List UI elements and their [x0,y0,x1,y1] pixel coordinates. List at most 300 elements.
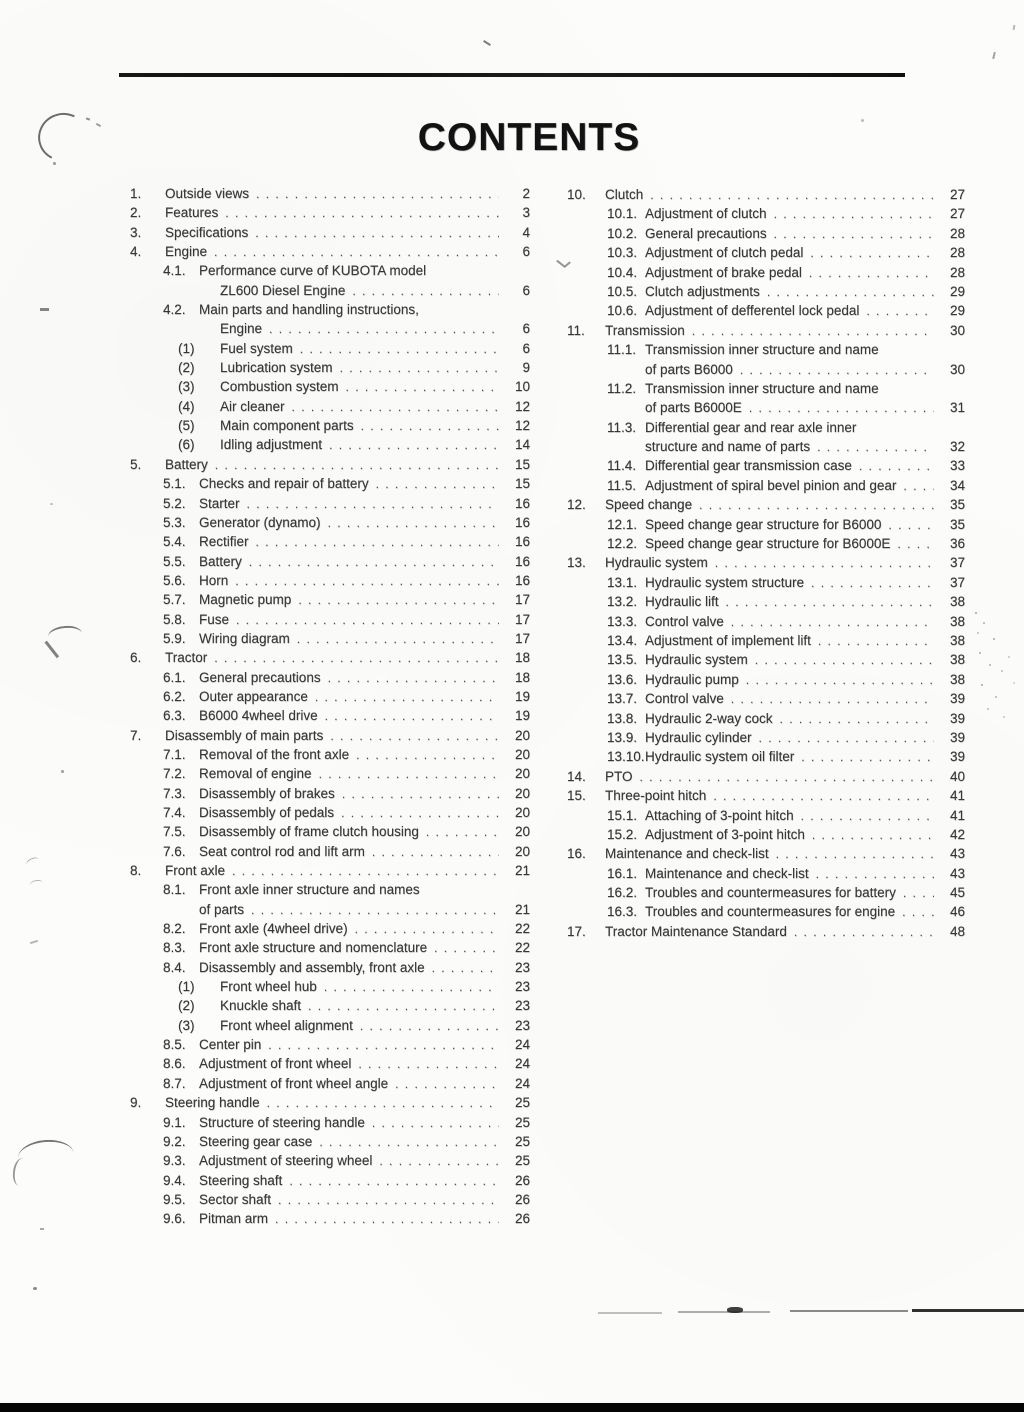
toc-entry-page: 6 [522,282,530,298]
dot-leader [755,653,934,667]
dot-leader [640,770,934,784]
toc-entry-label: Adjustment of steering wheel [199,1153,373,1169]
toc-entry-number: (6) [178,437,195,453]
dot-leader [346,380,499,394]
dot-leader [225,206,499,220]
dot-leader [432,961,499,975]
dust-speck [50,503,53,505]
dot-leader [358,1057,499,1071]
toc-entry-page: 29 [949,283,965,299]
toc-entry-number: 4. [130,244,142,260]
toc-entry-page: 33 [949,458,965,474]
toc-entry-label: Front axle (4wheel drive) [199,921,348,937]
toc-entry-page: 30 [949,322,965,338]
toc-entry-label: Fuel system [220,340,293,356]
toc-entry-label: Hydraulic 2-way cock [645,710,773,726]
toc-entry-page: 17 [514,630,530,646]
dot-leader [866,304,934,318]
toc-row [567,730,965,749]
toc-entry-label: Adjustment of clutch [645,206,767,222]
dot-leader [379,1154,499,1168]
toc-entry-label: Checks and repair of battery [199,476,369,492]
toc-entry-number: 8.3. [163,940,186,956]
toc-entry-number: 4.2. [163,302,186,318]
toc-row [567,575,965,594]
dot-leader [731,615,934,629]
toc-entry-number: 17. [567,923,586,939]
toc-row [567,614,965,633]
toc-row [125,844,530,863]
toc-row [125,940,530,959]
toc-entry-label: Hydraulic system [645,652,748,668]
toc-entry-label: Clutch [605,187,644,202]
dot-leader [749,401,934,415]
toc-entry-page: 31 [949,400,965,416]
toc-row [125,1153,530,1172]
dot-leader [903,479,934,493]
dot-leader [434,941,499,955]
dot-leader [801,809,934,823]
toc-entry-page: 6 [522,244,530,260]
dot-leader [897,537,934,551]
toc-row [125,631,530,650]
dot-leader [324,980,499,994]
toc-row [567,691,965,710]
margin-dash-mark [30,940,38,944]
dot-leader [256,535,499,549]
toc-row [567,711,965,730]
toc-entry-label: Tractor Maintenance Standard [605,923,787,939]
dot-leader [340,361,499,375]
pen-arc-mark [32,106,94,167]
toc-row [125,766,530,785]
dot-leader [794,925,934,939]
toc-entry-label: of parts B6000 [645,361,733,377]
toc-entry-label: Disassembly of frame clutch housing [199,824,419,840]
dot-leader [352,284,499,298]
margin-dash-mark [40,308,49,311]
toc-entry-number: 1. [130,186,142,201]
toc-entry-label: Clutch adjustments [645,283,760,299]
toc-entry-number: 6.3. [163,708,186,724]
dot-leader [746,673,934,687]
toc-entry-number: 6. [130,650,142,666]
toc-row [125,321,530,340]
dot-leader [319,1135,499,1149]
toc-row [125,399,530,418]
toc-row [125,650,530,669]
toc-row [125,573,530,592]
toc-entry-label: Maintenance and check-list [645,865,809,881]
dot-leader [330,729,499,743]
toc-entry-label: Transmission inner structure and name [645,342,879,358]
toc-entry-label: Sector shaft [199,1191,272,1207]
toc-entry-number: 15.1. [607,807,638,823]
toc-row [125,979,530,998]
toc-row [125,882,530,901]
toc-row [567,904,965,923]
toc-entry-page: 45 [949,885,965,901]
toc-entry-number: 8.7. [163,1075,186,1091]
toc-entry-page: 20 [514,843,530,859]
dot-leader [297,632,499,646]
toc-row [125,1115,530,1134]
toc-entry-page: 26 [514,1172,530,1188]
toc-entry-page: 16 [514,553,530,569]
toc-row [567,517,965,536]
toc-entry-page: 29 [949,303,965,319]
dot-leader [818,634,934,648]
toc-entry-label: Outside views [165,186,250,201]
toc-entry-label: Specifications [165,224,249,240]
toc-entry-label: Hydraulic system structure [645,574,805,590]
toc-entry-number: 5.4. [163,534,186,550]
toc-row [567,769,965,788]
toc-entry-page: 26 [514,1191,530,1207]
toc-entry-number: 16.1. [607,865,638,881]
toc-entry-number: 7.1. [163,746,186,762]
page-title: CONTENTS [417,116,641,160]
toc-entry-number: 13.10. [607,749,645,765]
toc-row [567,885,965,904]
toc-entry-label: Main component parts [220,418,354,434]
toc-entry-label: Tractor [165,650,208,666]
toc-entry-number: 5. [130,456,142,472]
toc-row [125,283,530,302]
toc-row [125,341,530,360]
toc-entry-number: 8.5. [163,1037,186,1053]
toc-entry-page: 4 [522,224,530,240]
toc-row [125,515,530,534]
toc-row [125,437,530,456]
toc-row [125,1056,530,1075]
toc-row [567,284,965,303]
toc-entry-page: 23 [514,998,530,1014]
toc-row [125,708,530,727]
toc-entry-number: 15.2. [607,826,638,842]
toc-entry-label: Knuckle shaft [220,998,302,1014]
toc-entry-label: Rectifier [199,534,249,550]
dot-leader [251,903,499,917]
dot-leader [328,516,499,530]
toc-entry-number: 11.4. [607,458,637,474]
toc-entry-number: 16.3. [607,904,638,920]
toc-row [567,400,965,419]
dot-leader [859,459,934,473]
toc-entry-number: 8. [130,863,142,879]
toc-entry-number: 13.2. [607,594,638,610]
toc-entry-number: (3) [178,1017,195,1033]
toc-entry-number: 13.1. [607,574,638,590]
toc-entry-number: 13.9. [607,729,638,745]
toc-entry-number: 5.9. [163,630,186,646]
dot-leader [888,518,934,532]
dot-leader [289,1174,499,1188]
toc-entry-label: Adjustment of implement lift [645,632,811,648]
dot-leader [692,324,934,338]
dot-leader [256,187,499,201]
toc-entry-label: Speed change [605,497,693,513]
toc-entry-label: of parts [199,901,245,917]
toc-entry-label: Front wheel alignment [220,1017,353,1033]
toc-row [125,1018,530,1037]
toc-entry-page: 38 [949,652,965,668]
toc-row [567,265,965,284]
scan-line-fragment [598,1312,662,1314]
pen-arc-mark [47,624,83,645]
pen-curl-mark [29,879,43,889]
toc-entry-label: General precautions [645,225,767,241]
toc-entry-label: Magnetic pump [199,592,292,608]
toc-entry-number: 5.1. [163,476,186,492]
toc-entry-number: 13. [567,555,586,571]
dot-leader [268,1038,499,1052]
dot-leader [780,712,934,726]
toc-row [567,633,965,652]
toc-entry-number: 14. [567,768,586,784]
toc-entry-label: Speed change gear structure for B6000E [645,536,891,552]
toc-entry-page: 16 [514,514,530,530]
toc-entry-label: Adjustment of defferentel lock pedal [645,303,860,319]
toc-entry-page: 42 [949,826,965,842]
toc-entry-label: Air cleaner [220,398,285,414]
toc-entry-number: 10.1. [607,206,638,222]
toc-entry-number: 13.5. [607,652,638,668]
toc-entry-label: Steering gear case [199,1133,313,1149]
toc-entry-number: (1) [178,340,195,356]
dot-leader [325,709,499,723]
toc-row [567,749,965,768]
toc-row [125,824,530,843]
toc-entry-number: 10.4. [607,264,638,280]
toc-entry-page: 25 [514,1114,530,1130]
toc-row [125,1211,530,1230]
toc-entry-number: 10.2. [607,225,638,241]
dot-leader [342,787,499,801]
toc-entry-page: 35 [949,516,965,532]
toc-entry-page: 28 [949,264,965,280]
toc-entry-label: Wiring diagram [199,630,290,646]
dot-leader [740,363,934,377]
toc-row [567,381,965,400]
toc-row [125,302,530,321]
dot-leader [235,574,499,588]
toc-row [125,205,530,224]
toc-row [567,206,965,225]
toc-row [567,303,965,322]
toc-entry-label: Performance curve of KUBOTA model [199,263,427,279]
dot-leader [759,731,934,745]
toc-row [125,1134,530,1153]
toc-row [567,808,965,827]
toc-row [567,827,965,846]
toc-row [125,670,530,689]
toc-entry-label: Pitman arm [199,1211,269,1227]
toc-row [125,960,530,979]
toc-entry-label: Control valve [645,613,724,629]
dot-leader [247,497,499,511]
toc-entry-page: 40 [949,768,965,784]
toc-entry-number: 4.1. [163,263,186,279]
toc-row [125,612,530,631]
dot-leader [811,576,934,590]
toc-entry-number: 7.5. [163,824,186,840]
toc-row [567,788,965,807]
toc-entry-label: Combustion system [220,379,339,395]
dust-speck [61,770,64,773]
toc-row [567,594,965,613]
toc-entry-number: (2) [178,998,195,1014]
dot-leader [726,595,934,609]
toc-entry-number: 10.6. [607,303,638,319]
toc-row [125,1173,530,1192]
dust-speck [33,1287,37,1290]
toc-row [567,555,965,574]
toc-entry-number: 13.4. [607,632,638,648]
toc-entry-label: Maintenance and check-list [605,846,769,862]
dot-leader [267,1096,499,1110]
toc-entry-label: Adjustment of brake pedal [645,264,802,280]
toc-entry-page: 20 [514,805,530,820]
stray-tick-mark [1013,25,1016,30]
toc-entry-number: 13.6. [607,671,638,687]
dot-leader [214,651,499,665]
dot-leader [300,342,499,356]
toc-entry-number: 9.4. [163,1172,186,1188]
toc-row [567,866,965,885]
toc-row [125,1076,530,1095]
dot-leader [255,226,499,240]
pen-speck [86,117,90,120]
toc-entry-page: 20 [514,766,530,782]
toc-entry-number: (4) [178,398,195,414]
toc-entry-number: (5) [178,418,195,434]
toc-entry-number: 10.5. [607,283,638,299]
toc-entry-page: 20 [514,746,530,762]
dot-leader [315,690,499,704]
toc-entry-page: 28 [949,245,965,261]
dot-leader [355,922,499,936]
toc-entry-label: Hydraulic system oil filter [645,749,795,765]
toc-entry-label: Center pin [199,1037,262,1053]
toc-entry-label: Adjustment of clutch pedal [645,245,804,261]
toc-entry-page: 41 [949,807,965,823]
toc-entry-number: 9. [130,1095,142,1111]
toc-entry-number: 9.6. [163,1211,186,1227]
toc-row [125,747,530,766]
toc-entry-page: 20 [514,785,530,801]
dot-leader [361,419,499,433]
toc-entry-page: 43 [949,846,965,862]
toc-entry-number: 7.3. [163,785,186,801]
pen-stroke-mark [45,641,59,658]
dot-leader [713,789,934,803]
toc-entry-number: 11. [567,322,585,338]
toc-entry-page: 38 [949,594,965,610]
toc-entry-page: 28 [949,225,965,241]
dot-leader [236,613,499,627]
toc-entry-page: 41 [949,788,965,804]
toc-entry-label: Seat control rod and lift arm [199,843,365,859]
toc-entry-page: 25 [514,1133,530,1149]
toc-row [125,379,530,398]
dot-leader [810,246,934,260]
toc-entry-page: 14 [514,437,530,453]
toc-entry-page: 34 [949,477,965,493]
toc-entry-page: 16 [514,495,530,511]
toc-entry-number: 7. [130,727,142,743]
toc-entry-number: 13.7. [607,691,638,707]
scan-ink-blob [727,1307,743,1313]
toc-entry-label: Differential gear and rear axle inner [645,419,857,435]
toc-entry-number: 16.2. [607,885,638,901]
dot-leader [376,477,499,491]
toc-row [567,362,965,381]
toc-entry-page: 36 [949,536,965,552]
toc-entry-label: Hydraulic cylinder [645,729,752,745]
toc-row [567,245,965,264]
toc-row [125,554,530,573]
toc-row [567,924,965,943]
toc-entry-page: 38 [949,671,965,687]
dot-leader [356,748,499,762]
toc-entry-number: 5.7. [163,592,186,608]
toc-entry-number: 11.5. [607,477,637,493]
toc-entry-label: Adjustment of spiral bevel pinion and gear [645,477,897,493]
toc-entry-label: Battery [199,553,242,569]
toc-entry-label: Three-point hitch [605,788,707,804]
dot-leader [903,886,934,900]
dot-leader [699,498,934,512]
toc-entry-label: Disassembly of main parts [165,727,324,743]
toc-entry-page: 18 [514,650,530,666]
dot-leader [902,905,934,919]
toc-row [125,457,530,476]
dot-leader [215,458,499,472]
dot-leader [801,750,934,764]
stray-tick-mark [483,40,491,46]
toc-entry-page: 48 [949,923,965,939]
toc-entry-number: 6.2. [163,688,186,704]
dot-leader [731,692,934,706]
pen-curl-mark [25,856,41,870]
toc-entry-page: 22 [514,921,530,937]
dot-leader [372,1116,499,1130]
pen-speck [96,123,101,127]
dot-leader [774,227,934,241]
toc-row [125,902,530,921]
toc-entry-label: Removal of the front axle [199,746,350,762]
toc-entry-number: 7.6. [163,843,186,859]
dot-leader [308,999,499,1013]
dot-leader [249,555,499,569]
toc-entry-page: 39 [949,749,965,765]
toc-entry-number: 11.2. [607,380,637,396]
dot-leader [715,556,934,570]
dot-leader [767,285,934,299]
toc-entry-label: Disassembly of brakes [199,785,335,801]
dot-leader [816,867,934,881]
toc-row [125,998,530,1017]
toc-entry-number: 16. [567,846,586,862]
toc-entry-page: 20 [514,727,530,743]
toc-entry-number: 3. [130,224,142,240]
toc-entry-number: 11.1. [607,342,637,358]
toc-entry-page: 9 [522,360,530,376]
toc-row [567,536,965,555]
toc-entry-page: 24 [514,1075,530,1091]
toc-entry-label: Idling adjustment [220,437,323,453]
